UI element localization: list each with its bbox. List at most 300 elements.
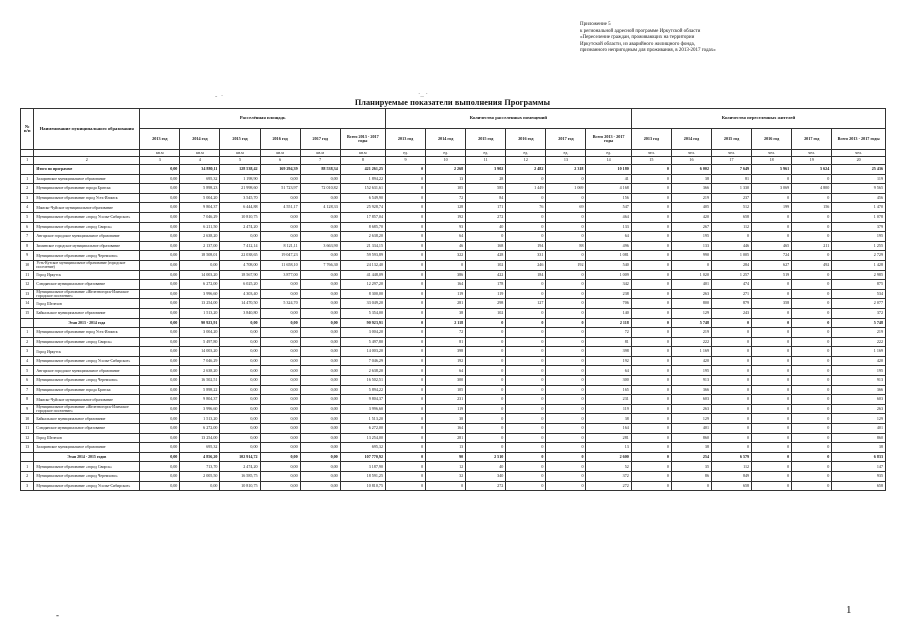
value-cell: 178 [466,280,506,290]
value-cell: 195 [671,232,711,242]
value-cell: 0 [386,376,426,386]
value-cell: 0 [426,481,466,491]
value-cell: 0,00 [220,424,260,434]
value-cell: 913 [832,376,886,386]
value-cell: 0 [631,251,671,261]
value-cell: 281 [426,299,466,309]
value-cell: 72 [426,328,466,338]
header-name: Наименование муниципального образования [34,109,140,150]
unit-cell: чел. [631,150,671,157]
value-cell: 6 272,00 [180,424,220,434]
value-cell: 0,00 [220,404,260,414]
value-cell: 0 [752,395,792,405]
row-number: 13 [21,443,34,453]
value-cell: 0 [631,212,671,222]
value-cell: 0 [631,328,671,338]
value-cell: 1 020 [671,270,711,280]
value-cell: 0 [546,481,586,491]
value-cell: 0 [631,376,671,386]
row-number: 6 [21,376,34,386]
value-cell: 0 [752,174,792,184]
value-cell: 6 444,88 [220,203,260,213]
value-cell: 5 898,23 [180,184,220,194]
value-cell: 0 [752,212,792,222]
value-cell: 4 800 [792,184,832,194]
value-cell: 366 [832,385,886,395]
value-cell: 222 [671,337,711,347]
value-cell: 38 [426,308,466,318]
value-cell: 0 [546,433,586,443]
value-cell: 0 [792,443,832,453]
value-cell: 0 [712,376,752,386]
value-cell: 128 538,42 [220,165,260,175]
value-cell: 0,00 [300,481,340,491]
value-cell: 72 010,82 [300,184,340,194]
municipality-name: Слюдянское муниципальное образование [34,424,140,434]
value-cell: 231 [426,395,466,405]
scan-speck: - · [215,92,224,100]
value-cell: 0,00 [260,328,300,338]
header-column-numbers-row [21,157,886,165]
value-cell: 107 770,92 [340,452,385,462]
value-cell: 219 [671,193,711,203]
value-cell: 164 [426,280,466,290]
value-cell: 0 [712,385,752,395]
value-cell: 10 180 [586,165,631,175]
municipality-name: Город Шелехов [34,433,140,443]
value-cell: 0 [631,232,671,242]
value-cell: 0,00 [220,337,260,347]
value-cell: 0 [631,337,671,347]
value-cell: 0 [671,481,711,491]
value-cell: 6 272,00 [180,280,220,290]
year-header: 2017 год [546,129,586,150]
value-cell: 0 [546,328,586,338]
table-total-row [21,165,886,175]
value-cell: 69 [546,203,586,213]
municipality-name: Заларинское муниципальное образование [34,174,140,184]
value-cell: 246 [506,260,546,270]
unit-cell: кв.м [140,150,180,157]
value-cell: 0 [631,193,671,203]
value-cell: 0 [466,337,506,347]
value-cell: 386 [426,270,466,280]
value-cell: 713,70 [180,462,220,472]
value-cell: 32 [426,472,466,482]
value-cell: 0 [792,395,832,405]
value-cell: 0,00 [260,433,300,443]
value-cell: 263 [671,404,711,414]
value-cell: 0,00 [300,356,340,366]
row-number: 4 [21,356,34,366]
value-cell: 0 [506,222,546,232]
value-cell: 7 766,30 [300,260,340,270]
value-cell: 105 [426,184,466,194]
value-cell: 0 [712,356,752,366]
header-residents: Количество переселенных жителей [631,109,885,129]
value-cell: 28 [466,174,506,184]
value-cell: 0 [792,404,832,414]
value-cell: 300 [426,376,466,386]
table-body [21,165,886,491]
municipality-name: Муниципальное образование города Братска [34,184,140,194]
value-cell: 2 600 [586,452,631,462]
value-cell: 0 [712,433,752,443]
value-cell: 0,00 [300,433,340,443]
value-cell: 474 [712,280,752,290]
value-cell: 0 [546,385,586,395]
value-cell: 284 [712,260,752,270]
value-cell: 0,00 [260,366,300,376]
value-cell: 0,00 [300,212,340,222]
municipality-name: Заларинское муниципальное образование [34,443,140,453]
value-cell: 199 [752,203,792,213]
value-cell: 0,00 [300,452,340,462]
value-cell: 127 [506,299,546,309]
value-cell: 5 624 [792,165,832,175]
row-number [21,165,34,175]
value-cell: 0 [792,385,832,395]
value-cell: 3 069 [752,184,792,194]
value-cell: 0 [631,356,671,366]
value-cell: 0,00 [220,232,260,242]
value-cell: 0 [712,414,752,424]
value-cell: 25 436 [832,165,886,175]
value-cell: 0 [752,443,792,453]
value-cell: 0 [386,241,426,251]
value-cell: 0,00 [260,289,300,299]
value-cell: 0 [792,318,832,328]
value-cell: 112 [712,462,752,472]
column-number: 8 [340,157,385,165]
value-cell: 7 412,14 [220,241,260,251]
value-cell: 0 [506,308,546,318]
value-cell: 195 [832,232,886,242]
value-cell: 64 [586,366,631,376]
value-cell: 0 [792,212,832,222]
value-cell: 0 [386,347,426,357]
value-cell: 0,00 [300,462,340,472]
table-row [21,328,886,338]
year-header: 2014 год [180,129,220,150]
municipality-name: Итого по программе [34,165,140,175]
value-cell: 366 [671,184,711,194]
value-cell: 5 894,22 [340,385,385,395]
value-cell: 9 804,37 [180,395,220,405]
value-cell: 5 748 [671,318,711,328]
value-cell: 456 [832,193,886,203]
value-cell: 12 297,20 [340,280,385,290]
municipality-name: Муниципальное образование «город Усолье-Сибирское» [34,356,140,366]
value-cell: 243 [712,308,752,318]
value-cell: 3 996,60 [180,289,220,299]
value-cell: 0 [386,395,426,405]
value-cell: 129 [832,414,886,424]
municipality-name: Слюдянское муниципальное образование [34,280,140,290]
value-cell: 724 [752,251,792,261]
row-number: 3 [21,481,34,491]
value-cell: 658 [712,481,752,491]
value-cell: 0,00 [140,366,180,376]
value-cell: 164 [426,424,466,434]
value-cell: 2 118 [426,318,466,328]
value-cell: 72 [586,328,631,338]
value-cell: 0 [792,356,832,366]
value-cell: 398 [586,347,631,357]
value-cell: 11 658,10 [260,260,300,270]
value-cell: 156 [792,203,832,213]
value-cell: 112 [712,222,752,232]
municipality-name: Мамско-Чуйское муниципальное образование [34,395,140,405]
year-header: 2017 год [300,129,340,150]
column-number: 2 [34,157,140,165]
value-cell: 0 [712,404,752,414]
column-number: 17 [712,157,752,165]
value-cell: 0 [546,212,586,222]
value-cell: 119 [426,404,466,414]
value-cell: 133 [671,241,711,251]
value-cell: 0 [631,395,671,405]
value-cell: 3 902 [466,165,506,175]
value-cell: 0 [546,318,586,328]
column-number: 13 [546,157,586,165]
column-number: 16 [671,157,711,165]
value-cell: 0 [752,472,792,482]
value-cell: 0 [712,424,752,434]
municipality-name: Этап 2014 - 2015 годов [34,452,140,462]
value-cell: 1 081 [586,251,631,261]
value-cell: 0,00 [300,270,340,280]
value-cell: 119 [832,174,886,184]
municipality-name: Муниципальное образование «город Черемхово» [34,376,140,386]
row-number: 6 [21,222,34,232]
value-cell: 519 [752,270,792,280]
value-cell: 0,00 [300,232,340,242]
value-cell: 0 [546,462,586,472]
year-header: 2016 год [260,129,300,150]
value-cell: 860 [671,433,711,443]
value-cell: 0,00 [140,462,180,472]
unit-cell: кв.м [220,150,260,157]
value-cell: 0,00 [140,165,180,175]
value-cell: 0 [631,481,671,491]
value-cell: 4 303,40 [220,289,260,299]
value-cell: 6 025,20 [220,280,260,290]
column-number: 11 [466,157,506,165]
value-cell: 0 [752,318,792,328]
value-cell: 421 261,25 [340,165,385,175]
value-cell: 879 [712,299,752,309]
value-cell: 0,00 [260,481,300,491]
value-cell: 3 545,70 [220,193,260,203]
value-cell: 0,00 [140,452,180,462]
value-cell: 1 449 [506,184,546,194]
value-cell: 2 510 [466,452,506,462]
value-cell: 603 [832,395,886,405]
page-number: 1 [846,604,852,616]
table-row [21,270,886,280]
value-cell: 128 [426,203,466,213]
value-cell: 184 [506,270,546,280]
unit-cell: кв.м [340,150,385,157]
value-cell: 6 549,90 [340,193,385,203]
value-cell: 0 [792,299,832,309]
value-cell: 0 [546,395,586,405]
appendix-line: Приложение 5 [580,22,611,27]
value-cell: 2 118 [586,318,631,328]
table-row [21,174,886,184]
header-premises: Количество расселенных помещений [386,109,632,129]
value-cell: 0 [506,443,546,453]
value-cell: 219 [671,328,711,338]
value-cell: 0 [792,376,832,386]
row-number: 15 [21,308,34,318]
value-cell: 18 508,01 [180,251,220,261]
table-row [21,366,886,376]
value-cell: 0 [426,260,466,270]
table-row [21,347,886,357]
value-cell: 0 [546,289,586,299]
value-cell: 0,00 [140,347,180,357]
municipality-name: Муниципальное образование «город Свирск» [34,222,140,232]
row-number: 13 [21,289,34,299]
value-cell: 272 [586,481,631,491]
value-cell: 1 513,20 [180,308,220,318]
value-cell: 0,00 [220,347,260,357]
unit-blank [34,150,140,157]
value-cell: 0 [752,481,792,491]
row-number [21,452,34,462]
value-cell: 0 [631,270,671,280]
value-cell: 0 [631,280,671,290]
value-cell: 0 [546,222,586,232]
value-cell: 2 005,50 [180,472,220,482]
unit-cell: чел. [712,150,752,157]
value-cell: 272 [466,481,506,491]
value-cell: 0 [752,308,792,318]
value-cell: 2 318 [546,165,586,175]
value-cell: 0 [506,328,546,338]
value-cell: 0 [546,347,586,357]
value-cell: 3 004,20 [340,328,385,338]
value-cell: 0,00 [260,222,300,232]
value-cell: 372 [586,472,631,482]
value-cell: 0,00 [220,376,260,386]
municipality-name: Муниципальное образование «город Усолье-Сибирское» [34,481,140,491]
value-cell: 14 003,20 [340,347,385,357]
value-cell: 38 [586,414,631,424]
year-header: 2013 год [386,129,426,150]
column-number: 10 [426,157,466,165]
column-number: 5 [220,157,260,165]
value-cell: 0 [792,251,832,261]
unit-cell: ед. [586,150,631,157]
value-cell: 0 [386,212,426,222]
value-cell: 152 631,61 [340,184,385,194]
value-cell: 0,00 [140,376,180,386]
value-cell: 0 [386,174,426,184]
value-cell: 0,00 [300,395,340,405]
value-cell: 0 [792,462,832,472]
table-row [21,308,886,318]
value-cell: 0,00 [300,347,340,357]
value-cell: 0 [792,193,832,203]
value-cell: 0 [386,337,426,347]
value-cell: 0 [546,443,586,453]
value-cell: 0 [712,395,752,405]
value-cell: 0 [631,203,671,213]
municipality-name: Муниципальное образование «Железногорск-Илимское городское поселение» [34,289,140,299]
value-cell: 192 [426,212,466,222]
municipality-name: Муниципальное образование «Железногорск-Илимское городское поселение» [34,404,140,414]
value-cell: 119 [466,289,506,299]
value-cell: 267 [671,222,711,232]
value-cell: 34 880,11 [180,165,220,175]
value-cell: 0 [386,260,426,270]
value-cell: 0 [712,347,752,357]
value-cell: 231 [586,395,631,405]
value-cell: 0 [752,337,792,347]
value-cell: 860 [832,433,886,443]
value-cell: 913 [671,376,711,386]
column-number: 4 [180,157,220,165]
value-cell: 366 [671,385,711,395]
value-cell: 5 354,00 [340,308,385,318]
unit-cell: ед. [466,150,506,157]
value-cell: 0,00 [300,308,340,318]
value-cell: 0 [466,376,506,386]
value-cell: 88 [546,241,586,251]
value-cell: 0 [506,395,546,405]
value-cell: 0 [671,260,711,270]
value-cell: 0 [546,251,586,261]
table-row [21,203,886,213]
value-cell: 24 132,40 [340,260,385,270]
table-row [21,184,886,194]
row-number: 11 [21,270,34,280]
value-cell: 0 [712,366,752,376]
value-cell: 0,00 [220,433,260,443]
value-cell: 38 [426,414,466,424]
value-cell: 990 [671,251,711,261]
value-cell: 0 [506,462,546,472]
value-cell: 0,00 [260,212,300,222]
value-cell: 0 [466,443,506,453]
value-cell: 0,00 [260,404,300,414]
value-cell: 38 [832,443,886,453]
value-cell: 0 [712,328,752,338]
value-cell: 6 211,50 [180,222,220,232]
value-cell: 0 [752,289,792,299]
value-cell: 0,00 [140,174,180,184]
value-cell: 0,00 [300,424,340,434]
value-cell: 0 [466,414,506,424]
table-row [21,356,886,366]
value-cell: 0 [546,337,586,347]
year-header: 2017 год [792,129,832,150]
value-cell: 51 723,97 [260,184,300,194]
value-cell: 9 804,37 [340,395,385,405]
column-number: 3 [140,157,180,165]
value-cell: 84 [466,193,506,203]
value-cell: 0 [792,433,832,443]
value-cell: 64 [426,366,466,376]
value-cell: 0 [792,452,832,462]
value-cell: 0 [792,337,832,347]
value-cell: 0,00 [300,414,340,424]
value-cell: 2 268 [426,165,466,175]
value-cell: 0 [506,366,546,376]
